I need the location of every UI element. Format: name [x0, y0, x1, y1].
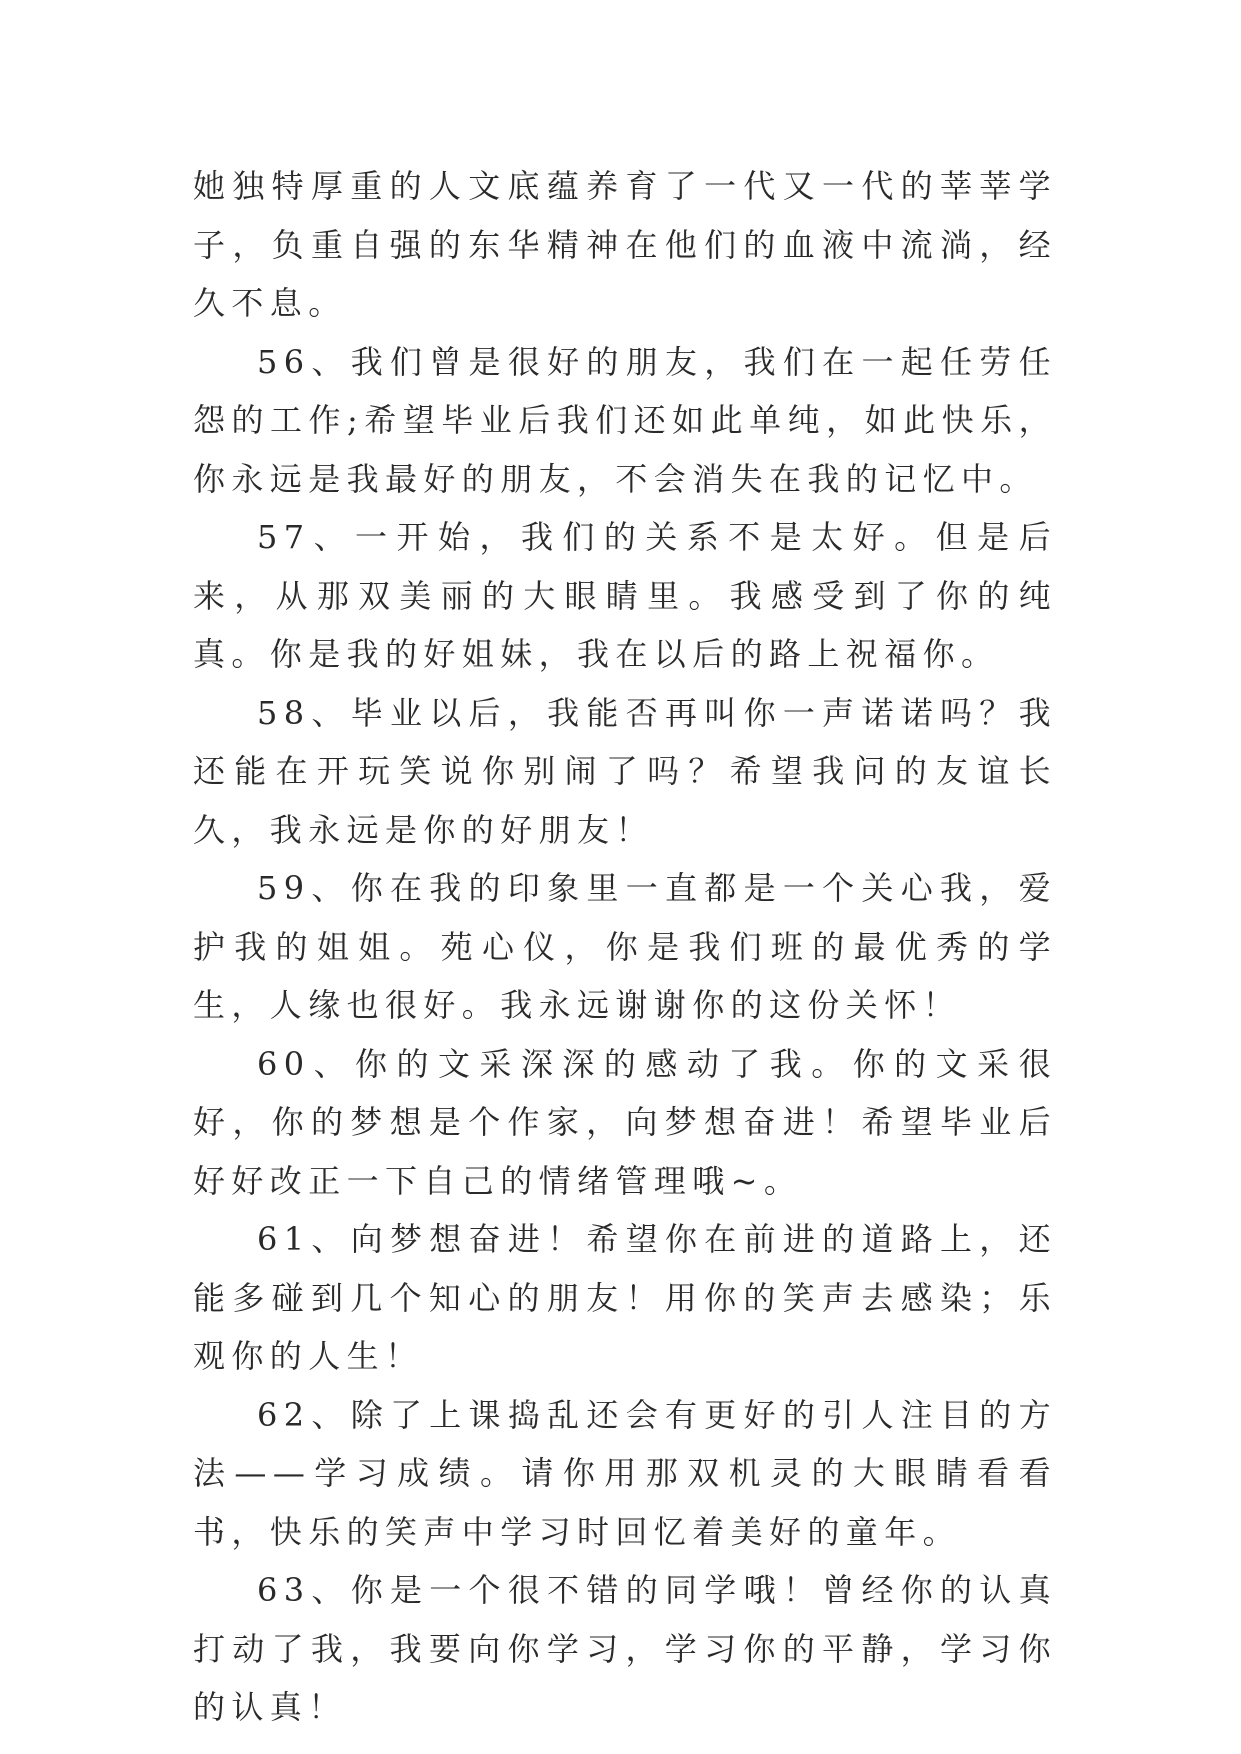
paragraph-continued: 她独特厚重的人文底蕴养育了一代又一代的莘莘学子，负重自强的东华精神在他们的血液中流淌，经久不息。	[193, 167, 1057, 322]
paragraph-57: 57、一开始，我们的关系不是太好。但是后来，从那双美丽的大眼睛里。我感受到了你的纯真。你是我的好姐妹，我在以后的路上祝福你。	[193, 518, 1057, 673]
paragraph-62: 62、除了上课捣乱还会有更好的引人注目的方法——学习成绩。请你用那双机灵的大眼睛看看书，快乐的笑声中学习时回忆着美好的童年。	[193, 1395, 1057, 1551]
paragraph-58: 58、毕业以后，我能否再叫你一声诺诺吗？我还能在开玩笑说你别闹了吗？希望我问的友谊长久，我永远是你的好朋友！	[193, 693, 1057, 849]
paragraph-59: 59、你在我的印象里一直都是一个关心我，爱护我的姐姐。苑心仪，你是我们班的最优秀的学生，人缘也很好。我永远谢谢你的这份关怀！	[193, 869, 1057, 1024]
paragraph-63: 63、你是一个很不错的同学哦！曾经你的认真打动了我，我要向你学习，学习你的平静，学习你的认真！	[193, 1571, 1057, 1726]
paragraph-60: 60、你的文采深深的感动了我。你的文采很好，你的梦想是个作家，向梦想奋进！希望毕业后好好改正一下自己的情绪管理哦~。	[193, 1044, 1057, 1200]
paragraph-56: 56、我们曾是很好的朋友，我们在一起任劳任怨的工作;希望毕业后我们还如此单纯，如此快乐，你永远是我最好的朋友，不会消失在我的记忆中。	[193, 342, 1057, 498]
paragraph-61: 61、向梦想奋进！希望你在前进的道路上，还能多碰到几个知心的朋友！用你的笑声去感染；乐观你的人生！	[193, 1220, 1057, 1375]
body-text	[193, 157, 1057, 1737]
